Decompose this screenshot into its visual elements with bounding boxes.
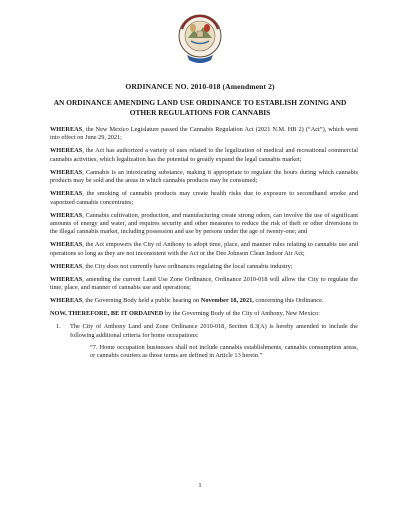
ordinance-subtitle: AN ORDINANCE AMENDING LAND USE ORDINANCE TO ESTABLISH ZONING AND OTHER REGULATIONS FOR CANNABIS	[53, 98, 347, 117]
ordinance-title: ORDINANCE NO. 2010-018 (Amendment 2)	[125, 82, 275, 91]
ordained-lead: NOW, THEREFORE, BE IT ORDAINED	[50, 310, 164, 318]
list-number: 1.	[56, 323, 61, 331]
ordinance-body	[50, 126, 358, 365]
ordained-paragraph: NOW, THEREFORE, BE IT ORDAINED by the Governing Body of the City of Anthony, New Mexico:	[50, 310, 320, 318]
whereas-label: WHEREAS	[50, 297, 83, 305]
whereas-paragraph: WHEREAS, the smoking of cannabis products may create health risks due to exposure to secondhand smoke and vaporized cannabis concentrates;	[50, 190, 358, 206]
whereas-label: WHEREAS	[50, 211, 83, 219]
amendment-list	[50, 323, 358, 361]
hearing-date: November 18, 2021,	[200, 297, 254, 305]
whereas-label: WHEREAS	[50, 190, 83, 198]
whereas-paragraph: WHEREAS, the Act empowers the City of Anthony to adopt time, place, and manner rules relating to cannabis use and operations so long as they are not inconsistent with the Act or the Dee Johnson Clean Indoor Air Act;	[50, 241, 358, 257]
whereas-paragraph: WHEREAS, Cannabis cultivation, production, and manufacturing create strong odors, can involve the use of significant amounts of energy and water, and requires security and other measures to reduce the risk of theft or other diversions to the illegal cannabis market, including possession and use by persons under the age of twenty-one; and	[50, 211, 358, 236]
city-seal	[176, 8, 224, 72]
whereas-paragraph: WHEREAS, Cannabis is an intoxicating substance, making it appropriate to regulate the hours during which cannabis products may be sold and the areas in which cannabis products may be consumed;	[50, 168, 358, 185]
whereas-label: WHEREAS	[50, 275, 83, 283]
whereas-label: WHEREAS	[50, 241, 83, 249]
hearing-paragraph: WHEREAS, the Governing Body held a public hearing on November 18, 2021, concerning this Ordinance.	[50, 297, 324, 305]
list-item	[50, 323, 358, 361]
amendment-quote: “7. Home occupation businesses shall not include cannabis establishments, cannabis consumption areas, or cannabis couriers as those terms are defined in Article 13 herein.”	[90, 344, 358, 360]
seal-icon	[176, 8, 224, 72]
whereas-paragraph: WHEREAS, the City does not currently have ordinances regulating the local cannabis industry;	[50, 262, 293, 270]
whereas-label: WHEREAS	[50, 168, 83, 176]
whereas-label: WHEREAS	[50, 126, 83, 133]
page-number: 1	[198, 482, 202, 489]
list-text: The City of Anthony Land and Zone Ordinance 2010-018, Section 8.3(A) is hereby amended to include the following additional criteria for home occupations: “7. Home occupation businesses shall not include cannabis establishments, cannabis consumption areas, or cannabis couriers as those terms are defined in Article 13 herein.”	[70, 323, 358, 360]
whereas-paragraph: WHEREAS, amending the current Land Use Zone Ordinance, Ordinance 2010-018 will allow the City to regulate the time, place, and manner of cannabis use and operations;	[50, 275, 358, 292]
whereas-label: WHEREAS	[50, 262, 83, 270]
whereas-paragraph: WHEREAS, the Act has authorized a variety of uses related to the legalization of medical and recreational commercial cannabis activities, which legalization has the potential to greatly expand the legal cannabis market;	[50, 147, 358, 163]
whereas-paragraph: WHEREAS, the New Mexico Legislature passed the Cannabis Regulation Act (2021 N.M. HB 2) (“Act”), which went into effect on June 29, 2021;	[50, 126, 358, 142]
whereas-label: WHEREAS	[50, 147, 83, 155]
